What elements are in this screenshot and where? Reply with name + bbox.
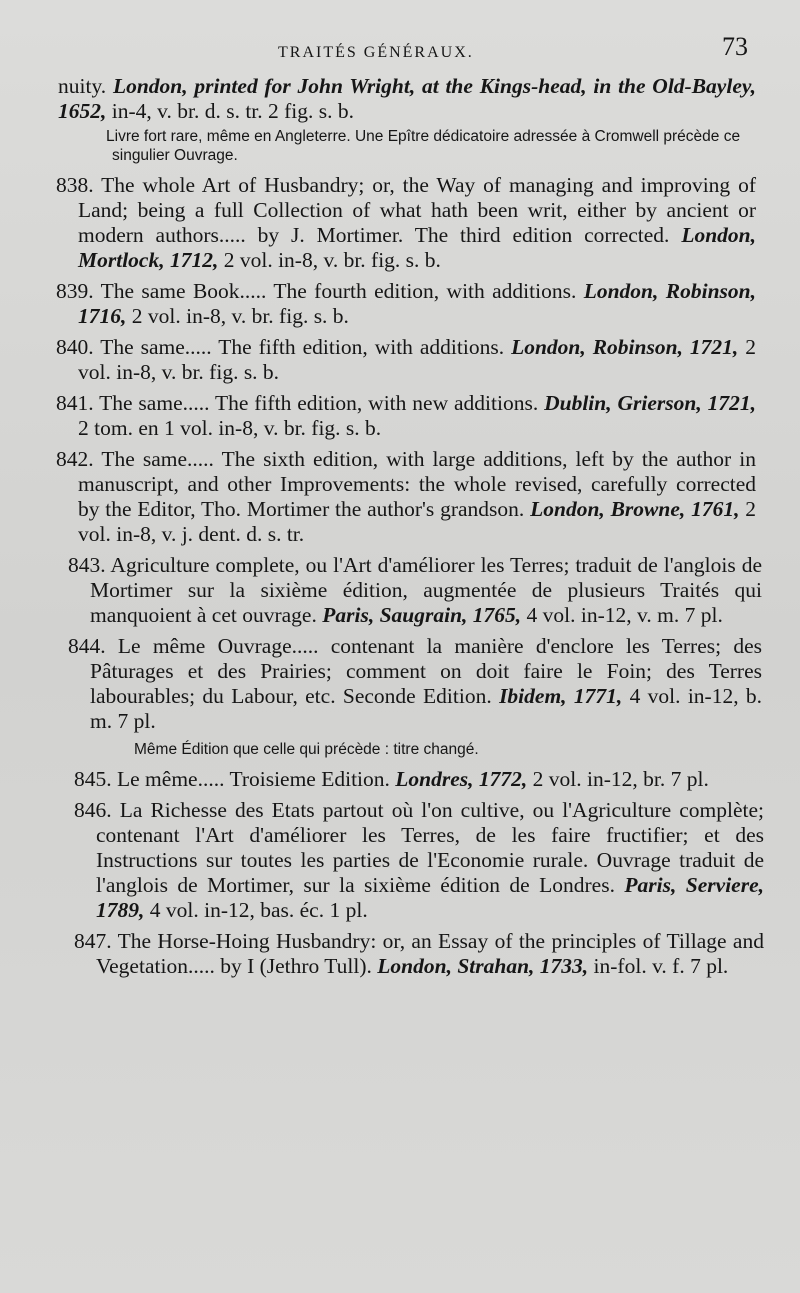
entry-text: The same..... The fifth edition, with new additions. [99, 391, 539, 415]
entry-details: 4 vol. in-12, b. m. 7 pl. [90, 684, 763, 733]
entry-imprint: London, printed for John Wright, at the Kings-head, in the Old-Bayley, 1652, [58, 74, 756, 123]
entry-text: The whole Art of Husbandry; or, the Way of managing and improving of Land; being a full Collection of what hath been writ, either by ancient or modern authors..... by J. Mortimer. The third edition corrected. [78, 173, 756, 247]
entry-note: Même Édition que celle qui précède : titre changé. [134, 741, 479, 758]
list-item [56, 279, 756, 329]
list-item [68, 553, 762, 628]
entry-number: 846. [74, 798, 112, 822]
entry-imprint: London, Mortlock, 1712, [78, 223, 757, 272]
entry-number: 845. [74, 767, 112, 791]
list-item [58, 74, 756, 124]
entry-details: in-fol. v. f. 7 pl. [593, 954, 729, 978]
list-item [56, 391, 756, 441]
entry-details: 4 vol. in-12, v. m. 7 pl. [526, 603, 723, 627]
entry-imprint: London, Strahan, 1733, [377, 954, 589, 978]
list-item [74, 767, 764, 792]
entry-text: nuity. [58, 74, 107, 98]
list-item [68, 634, 762, 734]
page-number: 73 [722, 32, 748, 61]
entry-details: 2 vol. in-8, v. br. fig. s. b. [78, 335, 757, 384]
entry-text: Agriculture complete, ou l'Art d'améliorer les Terres; traduit de l'anglois de Mortimer sur la sixième édition, augmentée de plusieurs Traités qui manquoient à cet ouvrage. [90, 553, 762, 627]
list-item [56, 173, 756, 273]
entry-number: 847. [74, 929, 112, 953]
list-item [74, 929, 764, 979]
list-item [56, 447, 756, 547]
entry-text: The Horse-Hoing Husbandry: or, an Essay of the principles of Tillage and Vegetation..... by I (Jethro Tull). [96, 929, 764, 978]
entry-imprint: Dublin, Grierson, 1721, [544, 391, 756, 415]
entry-details: 2 vol. in-8, v. br. fig. s. b. [223, 248, 441, 272]
entry-imprint: Paris, Saugrain, 1765, [322, 603, 522, 627]
entry-number: 840. [56, 335, 94, 359]
entry-details: 4 vol. in-12, bas. éc. 1 pl. [149, 898, 368, 922]
entry-details: 2 vol. in-12, br. 7 pl. [532, 767, 709, 791]
entry-text: Le même..... Troisieme Edition. [117, 767, 390, 791]
entry-number: 844. [68, 634, 106, 658]
page-header [56, 30, 756, 74]
entry-number: 843. [68, 553, 106, 577]
entry-imprint: Londres, 1772, [395, 767, 528, 791]
entry-text: The same Book..... The fourth edition, with additions. [100, 279, 577, 303]
entry-note: Livre fort rare, même en Angleterre. Une Epître dédicatoire adressée à Cromwell précède ce singulier Ouvrage. [106, 128, 741, 164]
running-title: TRAITÉS GÉNÉRAUX. [278, 44, 474, 61]
entry-text: The same..... The sixth edition, with large additions, left by the author in manuscript, and other Improvements: the whole revised, carefully corrected by the Editor, Tho. Mortimer the author's grandson. [78, 447, 756, 521]
entry-imprint: Ibidem, 1771, [499, 684, 623, 708]
entry-details: 2 vol. in-8, v. j. dent. d. s. tr. [78, 497, 757, 546]
entry-text: Le même Ouvrage..... contenant la manière d'enclore les Terres; des Pâturages et des Prairies; comment on doit faire le Foin; des Terres labourables; du Labour, etc. Seconde Edition. [90, 634, 763, 708]
entry-details: in-4, v. br. d. s. tr. 2 fig. s. b. [111, 99, 355, 123]
entry-details: 2 vol. in-8, v. br. fig. s. b. [131, 304, 349, 328]
entry-number: 839. [56, 279, 94, 303]
entry-number: 838. [56, 173, 94, 197]
entry-number: 841. [56, 391, 94, 415]
entry-text: La Richesse des Etats partout où l'on cultive, ou l'Agriculture complète; contenant l'Art d'améliorer les Terres, de les faire fructifier; et des Instructions sur toutes les parties de l'Economie rurale. Ouvrage traduit de l'anglois de Mortimer, sur la sixième édition de Londres. [96, 798, 764, 897]
list-item [56, 335, 756, 385]
entry-imprint: London, Robinson, 1716, [78, 279, 756, 328]
entry-imprint: London, Browne, 1761, [530, 497, 740, 521]
entry-text: The same..... The fifth edition, with additions. [100, 335, 505, 359]
list-item [74, 798, 764, 923]
entry-list [56, 74, 764, 979]
entry-imprint: Paris, Serviere, 1789, [96, 873, 764, 922]
entry-imprint: London, Robinson, 1721, [511, 335, 739, 359]
entry-details: 2 tom. en 1 vol. in-8, v. br. fig. s. b. [78, 416, 382, 440]
entry-number: 842. [56, 447, 94, 471]
